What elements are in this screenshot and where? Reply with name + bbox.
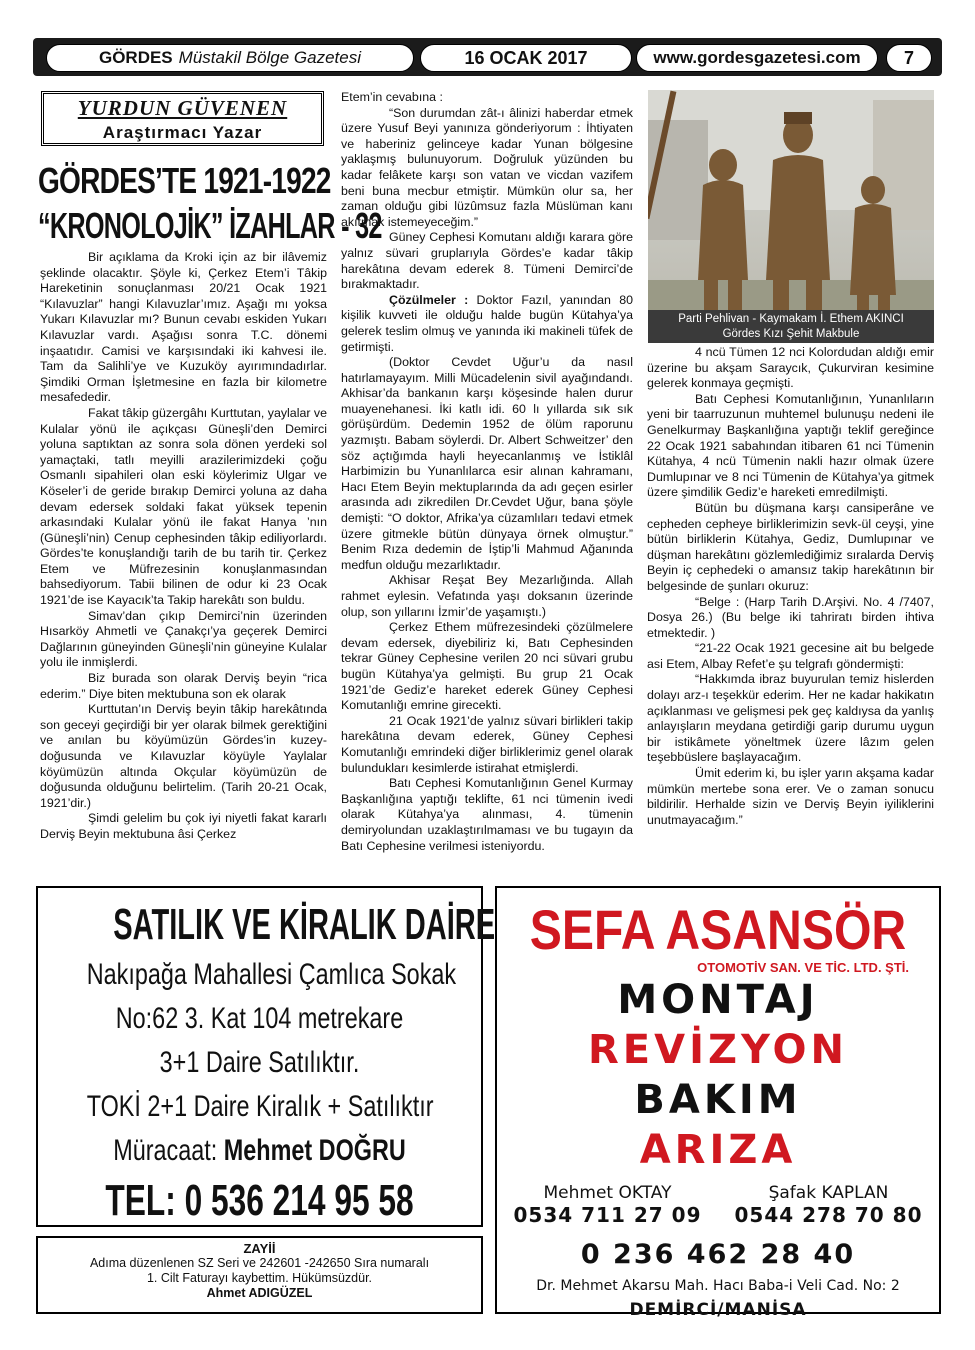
lost-notice-text: 1. Cilt Faturayı kaybettim. Hükümsüzdür.: [146, 1271, 373, 1285]
paragraph: Şimdi gelelim bu çok iyi niyetli fakat kararlı Derviş Beyin mektubuna âsi Çerkez: [40, 811, 327, 841]
headline-line-1: GÖRDES’TE 1921-1922: [38, 160, 331, 201]
paragraph: Akhisar Reşat Bey Mezarlığında. Allah rahmet eylesin. Vefatında yaşı doksanın üzerinde olup, son yıllarını İzmir’de yaşamıştı.): [341, 573, 633, 619]
paragraph: Batı Cephesi Komutanlığının Genel Kurmay Başkanlığına yaptığı teklifte, 61 nci tümenin ivedi olarak Kütahya’ya alınması, 4. tümenin demiryolundan uzaklaştırılmaması ve bu tugayın da Batı Cephesine verilmesi isteniyordu.: [341, 776, 633, 853]
lost-notice-text: Adıma düzenlenen SZ Seri ve 242601 -242650 Sıra numaralı: [89, 1256, 430, 1270]
service-bakim: BAKIM: [634, 1077, 802, 1123]
lost-notice: [36, 1236, 483, 1314]
service-montaj: MONTAJ: [617, 977, 819, 1023]
ad-detail-line: TOKİ 2+1 Daire Kiralık + Satılıktır: [86, 1090, 434, 1123]
service-ariza: ARIZA: [639, 1127, 797, 1173]
paragraph: Kurttutan’ın Derviş beyin tâkip harekâtında son geceyi geçirdiği bir yer olarak bilmek gerektiğini ve anılan bu köyümüzün Gördes’in kuzey-doğusunda ve Kılavuzlar köyüyle Yaylalar köyümüzün altında Okçular köyümüzün de doğusunda olduğunu belirtelim. (Tarih 20-21 Ocak, 1921’dir.): [40, 702, 327, 810]
main-phone: 0 236 462 28 40: [580, 1239, 856, 1270]
ad-title: SATILIK VE KİRALIK DAİRE: [113, 900, 496, 949]
paragraph: “Belge : (Harp Tarih D.Arşivi. No. 4 /7407, Dosya 26.) (Bu belge iki tahriratı birden ihtiva etmektedir. ): [647, 594, 934, 640]
paragraph: Simav’dan çıkıp Demirci’nin üzerinden Hısarköy Ahmetli ve Çanakçı’ya geçerek Demirci Dağlarının güneyinden Güneşli’nin güneyine Kulalar yolu ile inmişlerdi.: [40, 608, 327, 670]
website-link[interactable]: www.gordesgazetesi.com: [636, 44, 878, 72]
photo-caption: [648, 310, 934, 343]
photo-caption-line-1: Parti Pehlivan - Kaymakam İ. Ethem AKINCI: [678, 313, 904, 325]
issue-date: 16 OCAK 2017: [420, 44, 632, 72]
paragraph: Bütün bu düşmana karşı cansiperâne ve cepheden cepheye birliklerimizin sevk-ül ceyşi, yine bütün birliklerin Kütahya, Gediz, Dumlupınar ve düşman harekâtını gözlemlediğimiz sıralarda Derviş Beyin iç cephedeki o amansız takip harekâtının bir belgesinde de şunları okuruz:: [647, 500, 934, 593]
contact-item: [735, 1183, 923, 1227]
article-column-3: [647, 345, 934, 870]
paragraph-text: Doktor Fazıl, yanından 80 kişilik kuvveti ile olduğu halde bugün Kütahya’ya gelerek teslim olmuş ve yanında iki makineli tüfek de getirmişti.: [341, 292, 633, 354]
newspaper-title: [46, 44, 414, 72]
ad-address-line: No:62 3. Kat 104 metrekare: [115, 1002, 404, 1035]
photo-caption-line-2: Gördes Kızı Şehit Makbule: [722, 328, 860, 340]
lost-notice-title: ZAYİİ: [243, 1241, 276, 1256]
paragraph-lead: Çözülmeler :: [389, 292, 469, 307]
author-box: [41, 91, 324, 146]
paragraph: Batı Cephesi Komutanlığının, Yunanlıların yeni bir taarruzunun muhtemel bulunuşu nedeni ile Genelkurmay Başkanlığına yaptığı teklif gereğince 22 Ocak 1921 sabahından itibaren 61 nci Tümenin Kütahya, 4 ncü Tümenin nakli hazır olmak üzere Dumlupınar ve 8 nci Tümenin de Kütahya’ya gitmek üzere şimdilik Gediz’e hareketi emredilmişti.: [647, 391, 934, 500]
contact-item: [514, 1183, 702, 1227]
ad-phone: TEL: 0 536 214 95 58: [105, 1176, 414, 1225]
paragraph: Ümit ederim ki, bu işler yarın akşama kadar mümkün mertebe sona erer. Ve o zaman sonucu bildirilir. Herhalde sizin ve Derviş Beyin iyiliklerini unutmayacağım.”: [647, 766, 934, 827]
contact-name: Şafak KAPLAN: [768, 1183, 889, 1203]
paragraph: [341, 293, 633, 355]
statue-photo: [648, 90, 934, 343]
brand-subtitle: OTOMOTİV SAN. VE TİC. LTD. ŞTİ.: [697, 960, 909, 975]
paragraph: Biz burada son olarak Derviş beyin “rica ederim.” Diye biten mektubuna son ek olarak: [40, 671, 327, 701]
page-number: 7: [886, 44, 932, 72]
paragraph: Bir açıklama da Kroki için az bir ilâvemiz şeklinde olacaktır. Şöyle ki, Çerkez Etem’i Tâkip Hareketinin sonuçlanması 20/21 Ocak 1921 “Kılavuzlar” hangi Kılavuzlar’ımız. Aşağı mı yoksa Yukarı Kılavuzlar mı? Bunun cevabı eskiden Yukarı Kılavuzlar vardı. Aşağısı sonra T.C. dönemi inşaatıdır. Camisi ve karşısındaki iki kahvesi ile. Tam da Salihli’ye ve Kuzuköy ayırımındadırlar. Şimdiki Orman İşletmesine en fazla bir kilometre mesafededir.: [40, 250, 327, 405]
elevator-company-ad: [495, 886, 941, 1320]
article-column-2: [341, 90, 633, 870]
ad-contact-name: Mehmet DOĞRU: [223, 1134, 406, 1167]
contact-phone: 0534 711 27 09: [513, 1203, 702, 1227]
paragraph: Etem’in cevabına :: [341, 90, 443, 104]
service-revizyon: REVİZYON: [588, 1027, 848, 1073]
paragraph: Fakat tâkip güzergâhı Kurttutan, yaylalar ve Kulalar yönü ile açıkçası Güneşli’den Demirci yoluna saptıktan az sonra sola dönen yerdeki sol yamaçtaki, tatlı meyilli arazilerimizdeki çoğu Osmanlı sipahileri olan eski köylerimiz Ulgar ve Köseler’i de geride bırakıp Demirci yoluna az daha devam edersek soldaki fakat yüksek tepenin arkasındaki Kulalar yönü ile fakat Hanya ’nın (Güneşli’nin) Cenup cephesinden tâkip ediliyorlardı. Gördes’te konuşlandığı tarih de bu tarih tir. Çerkez Etem ve Müfrezesinin konuşlanmasından bahsediyorum. Tabii bilinen de odur ki 23 Ocak 1921’de ise Kayacık’ta Takip harekâtı son buldu.: [40, 405, 327, 608]
paragraph: “21-22 Ocak 1921 gecesine ait bu belgede asi Etem, Albay Refet’e şu telgrafı göndermişti:: [647, 641, 934, 671]
company-city: DEMİRCİ/MANİSA: [629, 1300, 807, 1320]
contact-list: [497, 1183, 939, 1227]
author-name: YURDUN GÜVENEN: [77, 96, 288, 120]
contact-phone: 0544 278 70 80: [734, 1203, 923, 1227]
ad-detail-line: 3+1 Daire Satılıktır.: [159, 1046, 360, 1079]
paragraph: 4 ncü Tümen 12 nci Kolordudan aldığı emir üzerine bu akşam Saraycık, Çukurviran kesimine gelerek konmaya geçmişti.: [647, 345, 934, 391]
statue-photo-image: [648, 90, 934, 343]
paragraph: (Doktor Cevdet Uğur’u da nasıl hatırlamayayım. Milli Mücadelenin sivil ayağındandı. Akhisar’da bankanın karşı köşesinde halen durur muayenehanesi. İki katlı idi. 60 lı yıllarda sık sık görüşürdüm. Dedemin 1952 de ölüm raporunu yazmıştı. Babam söylerdi. Dr. Albert Schweitzer’ den söz açtığımda hayli heyecanlanmış ve İstiklâl Harbimizin bu Yunanlılarca esir alınan kahramanı, Hacı Etem Beyin mektuplarında da adı geçen esirler arasında adı zikredilen Dr.Cevdet Uğur, bana şöyle demişti: “O doktor, Afrika’ya cüzamlıları tedavi etmek üzere gitmekle bütün dünyaya örnek olmuştur.” Benim Rıza dedemin de İştip’li Mahmud Ağanında medfun olduğu mezarlıktadır.: [341, 355, 633, 572]
paragraph: Güney Cephesi Komutanı aldığı karara göre yalnız süvari gruplarıyla Gördes’e kadar tâkip harekâtına devam ederek 8. Tümeni Demirci’de bırakmaktadır.: [341, 230, 633, 292]
paragraph: “Son durumdan zât-ı âlinizi haberdar etmek üzere Yusuf Beyi yanınıza gönderiyorum : İhtiyaten ve haberiniz gelinceye kadar Yunan bölgesine yaklaşmış bulunuyorum. Doğruluk yüzünden bu kadar felâkete karşı son vatan ve vicdan vazifem beni buna mecbur etmiştir. Mümkün olur sa, her zaman olduğu gibi lüzûmsuz fazla Müslüman kanı akıtmak istemeyeceğim.”: [341, 105, 633, 229]
paragraph: “Hakkımda ibraz buyurulan temiz hislerden dolayı arz-ı teşekkür ederim. Her ne kadar hakikatın açıklanması ve gelişmesi pek geç kaldıysa da yanlış anlayışların meydana getirdiği garip durumu uygun bir istikâmete yöneltmek üzere lâzım gelen teşebbüslere başlayacağım.: [647, 672, 934, 765]
headline-line-2: “KRONOLOJİK” İZAHLAR - 32: [38, 205, 382, 246]
article-column-1: [40, 250, 327, 870]
paragraph: 21 Ocak 1921’de yalnız süvari birlikleri takip harekâtına devam ederek, Güney Cephesi Komutanlığı emrindeki diğer birliklerimiz genel olarak bulundukları kesimlerde istirahat etmişlerdi.: [341, 713, 633, 775]
paragraph: Çerkez Ethem müfrezesindeki çözülmelere devam edersek, diyebiliriz ki, Batı Cephesinden tekrar Güney Cephesine verilen 20 nci süvari grubu bugün Kütahya’ya gelmişti. Bu grup 21 Ocak 1921’de Gediz’e hareket ederek Güney Cephesi Komutanlığı emrine girecekti.: [341, 620, 633, 713]
ad-address-line: Nakıpağa Mahallesi Çamlıca Sokak: [86, 958, 457, 991]
ad-contact-prefix: Müracaat:: [113, 1134, 224, 1167]
ad-contact-line: [87, 1132, 433, 1170]
company-address: Dr. Mehmet Akarsu Mah. Hacı Baba-i Veli Cad. No: 2: [536, 1278, 900, 1294]
paper-name: GÖRDES: [98, 48, 173, 67]
author-title: Araştırmacı Yazar: [102, 123, 263, 142]
lost-notice-signature: Ahmet ADIGÜZEL: [206, 1286, 313, 1300]
contact-name: Mehmet OKTAY: [543, 1183, 672, 1203]
brand-name: SEFA ASANSÖR: [529, 898, 907, 961]
paper-subtitle: Müstakil Bölge Gazetesi: [178, 48, 362, 67]
real-estate-ad: [36, 886, 496, 1227]
